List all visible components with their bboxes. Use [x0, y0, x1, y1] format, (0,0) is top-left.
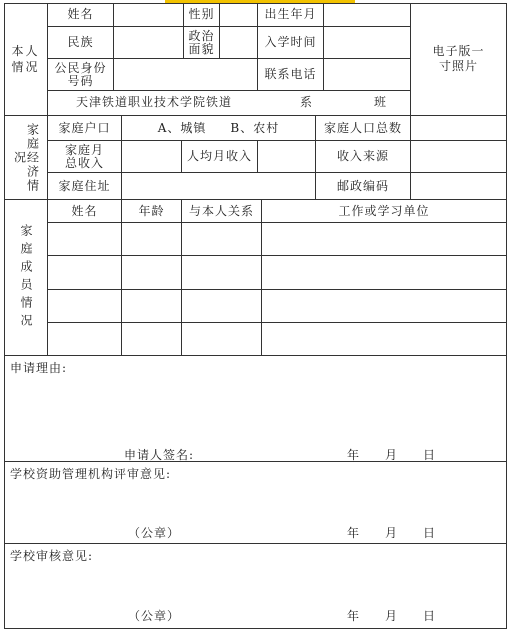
review-label: 学校资助管理机构评审意见:: [10, 467, 172, 481]
label-population: 家庭人口总数: [316, 116, 411, 141]
value-name[interactable]: [114, 3, 184, 27]
review-seal: （公章）: [128, 526, 181, 540]
audit-month: 月: [385, 609, 399, 623]
audit-label: 学校审核意见:: [10, 549, 94, 563]
value-gender[interactable]: [220, 3, 258, 27]
family-row-1-workplace[interactable]: [262, 223, 507, 256]
label-birth: 出生年月: [258, 3, 324, 27]
label-political-text: 政治面貌: [188, 28, 215, 56]
value-birth[interactable]: [324, 3, 411, 27]
value-avg-income[interactable]: [258, 141, 316, 173]
family-section-label: [4, 200, 48, 356]
audit-year: 年: [347, 609, 361, 623]
family-row-3-age[interactable]: [122, 290, 182, 323]
family-section-text: 家庭成员情况: [19, 223, 33, 332]
audit-day: 日: [423, 609, 437, 623]
basic-section-label: [4, 3, 48, 116]
review-month: 月: [385, 526, 399, 540]
label-household: 家庭户口: [48, 116, 122, 141]
photo-label: 电子版一寸照片: [432, 44, 485, 73]
label-name: 姓名: [48, 3, 114, 27]
label-income-source: 收入来源: [316, 141, 411, 173]
reason-month: 月: [385, 448, 399, 462]
label-address: 家庭住址: [48, 173, 122, 200]
review-day: 日: [423, 526, 437, 540]
family-row-3-workplace[interactable]: [262, 290, 507, 323]
family-row-4-workplace[interactable]: [262, 323, 507, 356]
family-row-4-name[interactable]: [48, 323, 122, 356]
family-row-3-relation[interactable]: [182, 290, 262, 323]
family-row-2-age[interactable]: [122, 256, 182, 290]
review-year: 年: [347, 526, 361, 540]
value-income-source[interactable]: [411, 141, 507, 173]
label-monthly-total-text: 家庭月总收入: [64, 142, 104, 170]
label-avg-income: 人均月收入: [182, 141, 258, 173]
value-ethnic[interactable]: [114, 27, 184, 59]
label-monthly-total: [48, 141, 122, 173]
reason-signature: 申请人签名:: [124, 448, 195, 462]
family-header-relation: 与本人关系: [182, 200, 262, 223]
label-enroll: 入学时间: [258, 27, 324, 59]
basic-section-text: 本人情况: [11, 44, 40, 74]
label-idcard: [48, 59, 114, 91]
school-name: 天津铁道职业技术学院铁道: [76, 95, 233, 109]
school-row: [48, 91, 411, 116]
label-ethnic: 民族: [48, 27, 114, 59]
family-row-4-relation[interactable]: [182, 323, 262, 356]
family-row-1-age[interactable]: [122, 223, 182, 256]
dept-label: 系: [300, 95, 314, 109]
value-population[interactable]: [411, 116, 507, 141]
family-row-3-name[interactable]: [48, 290, 122, 323]
household-options[interactable]: [122, 116, 316, 141]
reason-day: 日: [423, 448, 437, 462]
economy-section-text: 家庭经济情况: [12, 122, 40, 193]
value-monthly-total[interactable]: [122, 141, 182, 173]
class-label: 班: [374, 95, 388, 109]
family-header-name: 姓名: [48, 200, 122, 223]
family-row-1-relation[interactable]: [182, 223, 262, 256]
label-postcode: 邮政编码: [316, 173, 411, 200]
economy-section-label: [4, 116, 48, 200]
value-phone[interactable]: [324, 59, 411, 91]
value-idcard[interactable]: [114, 59, 258, 91]
household-option-a: A、城镇: [157, 120, 207, 135]
label-idcard-text: 公民身份号码: [54, 60, 107, 88]
photo-box[interactable]: [411, 3, 507, 116]
reason-year: 年: [347, 448, 361, 462]
family-row-2-workplace[interactable]: [262, 256, 507, 290]
reason-label: 申请理由:: [10, 361, 68, 375]
audit-seal: （公章）: [128, 609, 181, 623]
label-gender: 性别: [184, 3, 220, 27]
family-row-2-name[interactable]: [48, 256, 122, 290]
family-row-1-name[interactable]: [48, 223, 122, 256]
family-row-4-age[interactable]: [122, 323, 182, 356]
label-political: [184, 27, 220, 59]
value-political[interactable]: [220, 27, 258, 59]
family-header-workplace: 工作或学习单位: [262, 200, 507, 223]
label-phone: 联系电话: [258, 59, 324, 91]
value-enroll[interactable]: [324, 27, 411, 59]
household-option-b: B、农村: [230, 120, 280, 135]
family-row-2-relation[interactable]: [182, 256, 262, 290]
value-address[interactable]: [122, 173, 316, 200]
family-header-age: 年龄: [122, 200, 182, 223]
value-postcode[interactable]: [411, 173, 507, 200]
